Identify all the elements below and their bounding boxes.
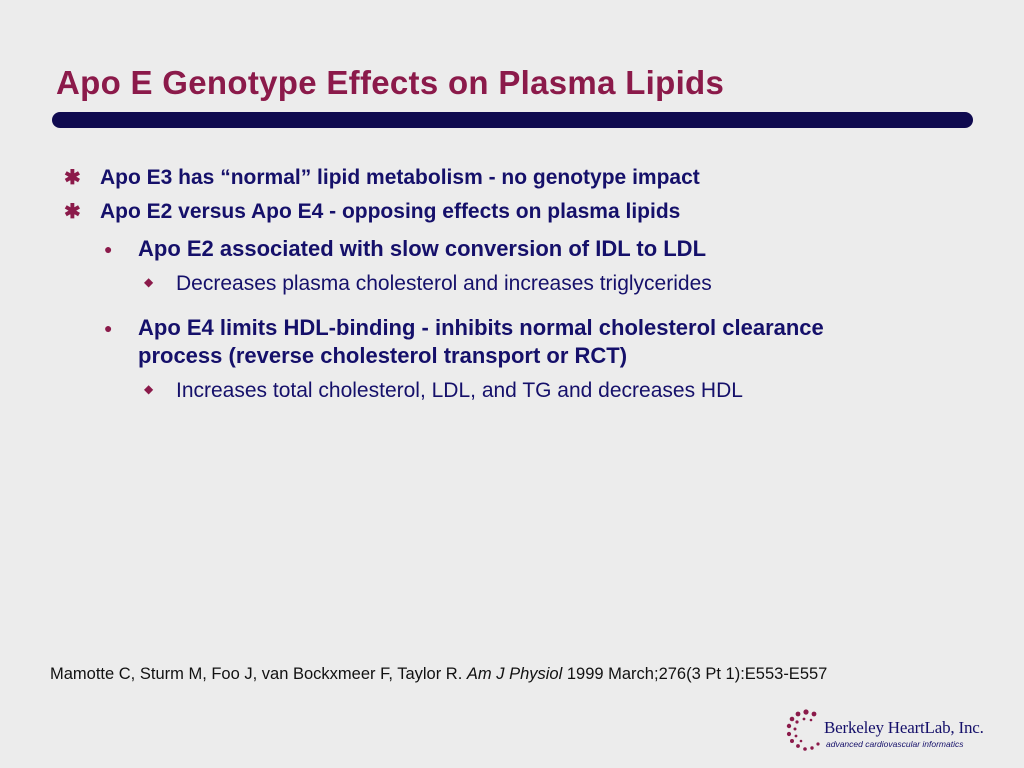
citation-authors: Mamotte C, Sturm M, Foo J, van Bockxmeer F, Taylor R. (50, 665, 467, 683)
dot-bullet-icon: ● (104, 241, 113, 257)
citation-details: 1999 March;276(3 Pt 1):E553-E557 (562, 665, 828, 683)
asterisk-bullet-icon: ✱ (64, 167, 81, 189)
diamond-bullet-icon: ◆ (144, 275, 154, 289)
heart-dots-logo-icon (784, 708, 828, 752)
sub-sub-bullet-text: Decreases plasma cholesterol and increases triglycerides (176, 272, 712, 295)
logo-tagline: advanced cardiovascular informatics (826, 739, 964, 749)
sub-bullet-text: Apo E2 associated with slow conversion of IDL to LDL (138, 236, 707, 261)
company-logo (784, 704, 984, 756)
title-divider-bar (52, 112, 973, 128)
sub-sub-bullet-text: Increases total cholesterol, LDL, and TG and decreases HDL (176, 379, 743, 402)
sub-bullet-text: Apo E4 limits HDL-binding - inhibits normal cholesterol clearance process (reverse cholesterol transport or RCT) (138, 315, 824, 368)
asterisk-bullet-icon: ✱ (64, 201, 81, 223)
dot-bullet-icon: ● (104, 320, 113, 336)
bullet-text: Apo E2 versus Apo E4 - opposing effects on plasma lipids (100, 200, 681, 223)
citation-journal: Am J Physiol (466, 665, 563, 683)
bullet-text: Apo E3 has “normal” lipid metabolism - no genotype impact (100, 166, 700, 189)
citation (50, 665, 827, 684)
slide-title: Apo E Genotype Effects on Plasma Lipids (56, 64, 725, 101)
diamond-bullet-icon: ◆ (144, 382, 154, 396)
logo-company-name: Berkeley HeartLab, Inc. (824, 718, 984, 737)
